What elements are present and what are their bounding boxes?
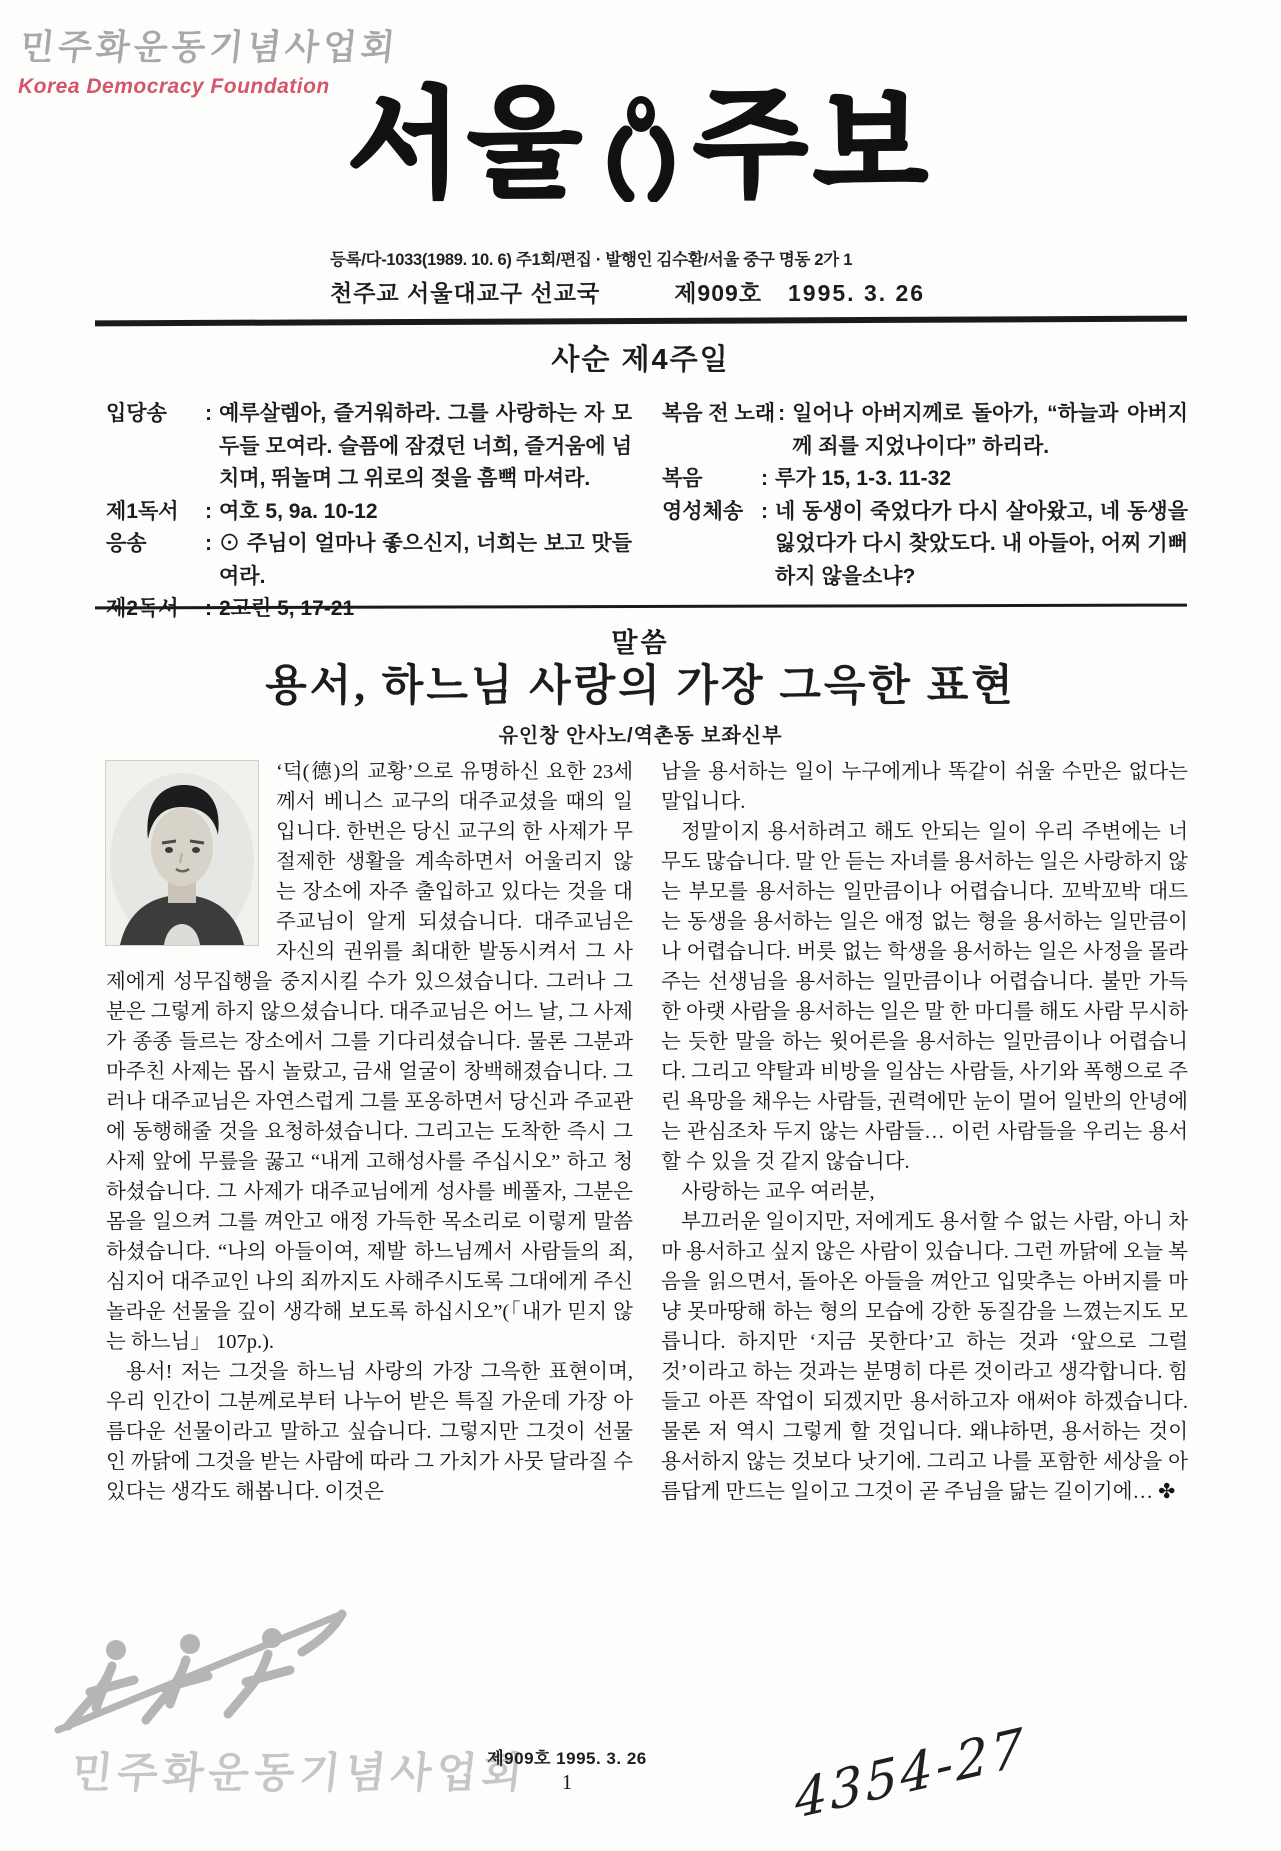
archive-logo: [18, 20, 401, 99]
season-heading: 사순 제4주일: [551, 344, 730, 376]
masthead-info: [330, 246, 930, 308]
liturgy-label: 응송: [106, 532, 147, 555]
issue-date: 1995. 3. 26: [788, 280, 926, 306]
liturgy-text: 루가 15, 1-3. 11-32: [775, 467, 952, 490]
liturgy-table: [106, 398, 1188, 626]
word-section-heading: 말씀: [611, 628, 670, 658]
author-portrait-image: [106, 761, 258, 945]
article-right-column: [661, 757, 1188, 1507]
liturgy-colon: :: [205, 532, 212, 555]
publisher-line: [330, 275, 930, 308]
watermark-figures-graphic: [50, 1588, 360, 1738]
liturgy-colon: :: [778, 402, 786, 425]
registration-line: 등록/다-1033(1989. 10. 6) 주1회/편집 · 발행인 김수환/서울 중구 명동 2가 1: [330, 251, 853, 269]
liturgy-text: 네 동생이 죽었다가 다시 살아왔고, 네 동생을 잃었다가 다시 찾았도다. 내 아들아, 어찌 기뻐하지 않을소냐?: [775, 499, 1188, 588]
liturgy-label: 제1독서: [106, 499, 179, 523]
liturgy-row-communion: [662, 496, 1188, 594]
issue-number: 제909호: [674, 280, 762, 306]
paragraph: 사랑하는 교우 여러분,: [681, 1181, 875, 1203]
liturgy-label: 복음 전 노래: [662, 402, 776, 425]
liturgy-row-first-reading: [106, 496, 632, 529]
liturgy-right-column: [662, 398, 1188, 626]
liturgy-colon: :: [205, 499, 212, 523]
paragraph: 부끄러운 일이지만, 저에게도 용서할 수 없는 사람, 아니 차마 용서하고 싶지 않은 사람이 있습니다. 그런 까닭에 오늘 복음을 읽으면서, 돌아온 아들을 껴안고 입맞추는 아버지를 마냥 못마땅해 하는 형의 모습에 강한 동질감을 느꼈는지도 모릅니다. 하지만 ‘지금 못한다’고 하는 것과 ‘앞으로 그럴 것’이라고 하는 것과는 분명히 다른 것이라고 생각합니다. 힘들고 아픈 작업이 되겠지만 용서하고자 애써야 하겠습니다. 물론 저 역시 그렇게 할 것입니다. 왜냐하면, 용서하는 것이 용서하지 않는 것보다 낫기에. 그리고 나를 포함한 세상을 아름답게 만드는 일이고 그것이 곧 주님을 닮는 길이기에… ✤: [661, 1211, 1188, 1503]
liturgy-row-gospel: [662, 463, 1188, 496]
liturgy-label: 입당송: [106, 402, 167, 425]
masthead-title-left: 서울: [347, 79, 588, 211]
liturgy-text: 예루살렘아, 즐거워하라. 그를 사랑하는 자 모두들 모여라. 슬픔에 잠겼던 너희, 즐거움에 넘치며, 뛰놀며 그 위로의 젖을 흠뻑 마셔라.: [219, 402, 632, 490]
liturgy-colon: :: [761, 467, 768, 490]
article-byline: 유인창 안사노/역촌동 보좌신부: [498, 725, 783, 747]
liturgy-text: 일어나 아버지께로 돌아가, “하늘과 아버지께 죄를 지었나이다” 하리라.: [792, 402, 1188, 458]
watermark-text: 민주화운동기념사업회: [69, 1749, 530, 1796]
diocese-emblem-icon: [602, 90, 680, 202]
liturgy-label: 영성체송: [662, 499, 744, 523]
paragraph: ‘덕(德)의 교황’으로 유명하신 요한 23세께서 베니스 교구의 대주교셨을 때의 일입니다. 한번은 당신 교구의 한 사제가 무절제한 생활을 계속하면서 어울리지 않는 장소에 자주 출입하고 있다는 것을 대주교님이 알게 되셨습니다. 대주교님은 자신의 권위를 최대한 발동시켜서 그 사제에게 성무집행을 중지시킬 수가 있으셨습니다. 그러나 그분은 그렇게 하지 않으셨습니다. 대주교님은 어느 날, 그 사제가 종종 들르는 장소에서 그를 기다리셨습니다. 물론 그분과 마주친 사제는 몹시 놀랐고, 금새 얼굴이 창백해졌습니다. 그러나 대주교님은 자연스럽게 그를 포옹하면서 당신과 주교관에 동행해줄 것을 요청하셨습니다. 그리고는 도착한 즉시 그 사제 앞에 무릎을 꿇고 “내게 고해성사를 주십시오” 하고 청하셨습니다. 그 사제가 대주교님에게 성사를 베풀자, 그분은 몸을 일으켜 그를 껴안고 애정 가득한 목소리로 이렇게 말씀하셨습니다. “나의 아들이여, 제발 하느님께서 사람들의 죄, 심지어 대주교인 나의 죄까지도 사해주시도록 그대에게 주신 놀라운 선물을 깊이 생각해 보도록 하십시오”(「내가 믿지 않는 하느님」 107p.).: [106, 761, 633, 1353]
archive-logo-korean: 민주화운동기념사업회: [18, 28, 401, 67]
liturgy-text: ⊙ 주님이 얼마나 좋으신지, 너희는 보고 맛들여라.: [219, 532, 632, 588]
article-left-column: [106, 757, 633, 1507]
liturgy-colon: :: [761, 499, 768, 523]
liturgy-colon: :: [205, 402, 212, 425]
article-title: 용서, 하느님 사랑의 가장 그윽한 표현: [265, 663, 1016, 710]
author-photo: [106, 761, 258, 945]
footer-issue-line: 제909호 1995. 3. 26: [487, 1749, 647, 1768]
paragraph: 남을 용서하는 일이 누구에게나 똑같이 쉬울 수만은 없다는 말입니다.: [661, 761, 1188, 813]
liturgy-text: 여호 5, 9a. 10-12: [219, 499, 378, 523]
liturgy-row-entrance: [106, 398, 632, 496]
archive-logo-english: Korea Democracy Foundation: [18, 75, 330, 98]
paragraph: 용서! 저는 그것을 하느님 사랑의 가장 그윽한 표현이며, 우리 인간이 그분께로부터 나누어 받은 특질 가운데 가장 아름다운 선물이라고 말하고 싶습니다. 그렇지만 그것이 선물인 까닭에 그것을 받는 사람에 따라 그 가치가 사뭇 달라질 수 있다는 생각도 해봅니다. 이것은: [106, 1361, 633, 1503]
masthead-title: [0, 79, 1281, 211]
publisher-name: 천주교 서울대교구 선교국: [330, 280, 601, 306]
handwritten-catalog-number: 4354-27: [793, 1716, 1028, 1832]
liturgy-row-responsorial: [106, 528, 632, 593]
divider-thick-top: [95, 316, 1187, 327]
paragraph: 정말이지 용서하려고 해도 안되는 일이 우리 주변에는 너무도 많습니다. 말 안 듣는 자녀를 용서하는 일은 사랑하지 않는 부모를 용서하는 일만큼이나 어렵습니다. 꼬박꼬박 대드는 동생을 용서하는 일은 애정 없는 형을 용서하는 일만큼이나 어렵습니다. 버릇 없는 학생을 용서하는 일은 사정을 몰라주는 선생님을 용서하는 일만큼이나 어렵습니다. 불만 가득한 아랫 사람을 용서하는 일은 말 한 마디를 해도 사람 무시하는 듯한 말을 하는 윗어른을 용서하는 일만큼이나 어렵습니다. 그리고 약탈과 비방을 일삼는 사람들, 사기와 폭행으로 주린 욕망을 채우는 사람들, 권력에만 눈이 멀어 일반의 안녕에는 관심조차 두지 않는 사람들… 이런 사람들을 우리는 용서할 수 있을 것 같지 않습니다.: [661, 821, 1188, 1173]
article-body: [106, 757, 1188, 1507]
liturgy-label: 복음: [662, 467, 703, 490]
page-number: 1: [561, 1770, 573, 1794]
liturgy-left-column: [106, 398, 632, 626]
liturgy-row-gospel-acclamation: [662, 398, 1188, 463]
masthead-title-right: 주보: [693, 79, 934, 211]
